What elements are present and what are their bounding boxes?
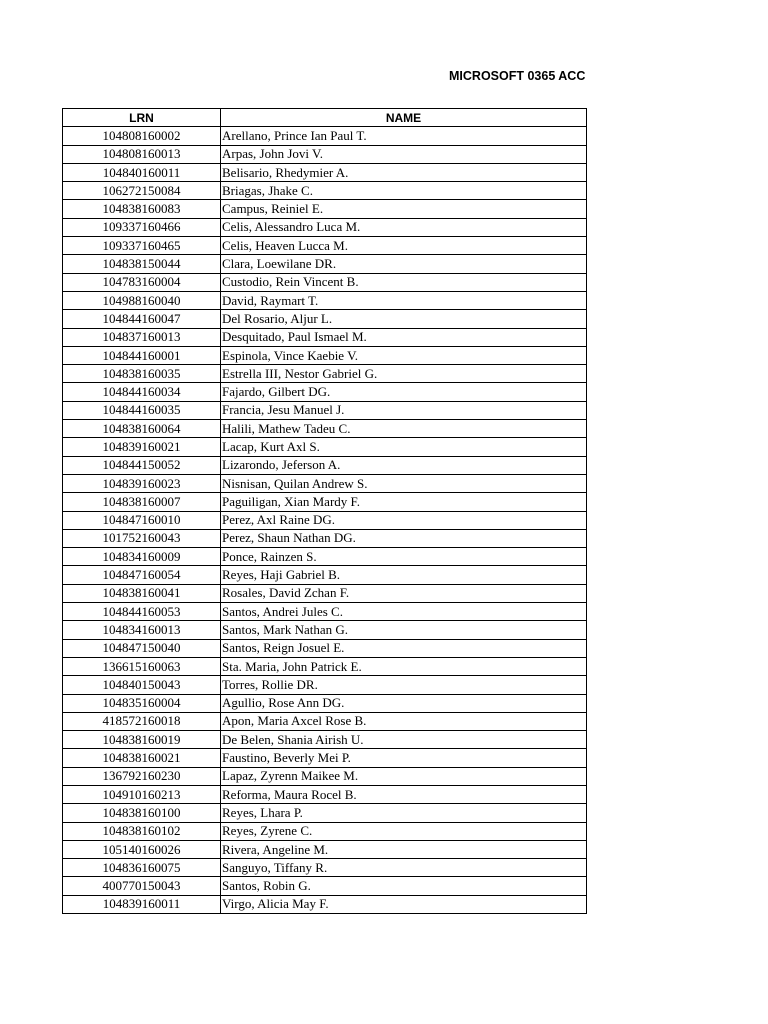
lrn-cell: 104837160013 (63, 328, 221, 346)
name-cell: Celis, Alessandro Luca M. (221, 218, 587, 236)
table-row (63, 182, 587, 200)
table-row (63, 859, 587, 877)
table-row (63, 511, 587, 529)
table-row (63, 676, 587, 694)
lrn-cell: 104838160019 (63, 731, 221, 749)
lrn-cell: 104910160213 (63, 785, 221, 803)
name-cell: Reyes, Lhara P. (221, 804, 587, 822)
name-cell: Virgo, Alicia May F. (221, 895, 587, 913)
lrn-cell: 104988160040 (63, 291, 221, 309)
name-cell: Arellano, Prince Ian Paul T. (221, 127, 587, 145)
name-cell: Santos, Robin G. (221, 877, 587, 895)
table-row (63, 365, 587, 383)
lrn-cell: 104838160083 (63, 200, 221, 218)
lrn-cell: 104838160064 (63, 420, 221, 438)
name-cell: Perez, Shaun Nathan DG. (221, 529, 587, 547)
lrn-cell: 400770150043 (63, 877, 221, 895)
table-row (63, 200, 587, 218)
lrn-cell: 104808160002 (63, 127, 221, 145)
table-row (63, 218, 587, 236)
name-cell: Halili, Mathew Tadeu C. (221, 420, 587, 438)
column-header-lrn: LRN (63, 109, 221, 127)
name-cell: Sta. Maria, John Patrick E. (221, 657, 587, 675)
lrn-cell: 104838160007 (63, 493, 221, 511)
name-cell: Francia, Jesu Manuel J. (221, 401, 587, 419)
document-title: MICROSOFT 0365 ACC (449, 69, 586, 83)
name-cell: Santos, Andrei Jules C. (221, 603, 587, 621)
name-cell: Arpas, John Jovi V. (221, 145, 587, 163)
name-cell: Nisnisan, Quilan Andrew S. (221, 474, 587, 492)
lrn-cell: 109337160466 (63, 218, 221, 236)
table-row (63, 603, 587, 621)
table-row (63, 712, 587, 730)
table-row (63, 420, 587, 438)
lrn-cell: 106272150084 (63, 182, 221, 200)
table-row (63, 456, 587, 474)
lrn-cell: 104834160009 (63, 548, 221, 566)
name-cell: Agullio, Rose Ann DG. (221, 694, 587, 712)
name-cell: Celis, Heaven Lucca M. (221, 237, 587, 255)
name-cell: De Belen, Shania Airish U. (221, 731, 587, 749)
lrn-cell: 104839160021 (63, 438, 221, 456)
name-cell: Belisario, Rhedymier A. (221, 163, 587, 181)
lrn-cell: 104844160035 (63, 401, 221, 419)
table-row (63, 584, 587, 602)
lrn-cell: 104847150040 (63, 639, 221, 657)
lrn-cell: 136792160230 (63, 767, 221, 785)
table-row (63, 328, 587, 346)
table-row (63, 566, 587, 584)
name-cell: Estrella III, Nestor Gabriel G. (221, 365, 587, 383)
name-cell: Apon, Maria Axcel Rose B. (221, 712, 587, 730)
lrn-cell: 104840150043 (63, 676, 221, 694)
lrn-cell: 418572160018 (63, 712, 221, 730)
table-row (63, 548, 587, 566)
table-header-row (63, 109, 587, 127)
lrn-cell: 104835160004 (63, 694, 221, 712)
lrn-cell: 104838160035 (63, 365, 221, 383)
lrn-cell: 104839160011 (63, 895, 221, 913)
name-cell: Rivera, Angeline M. (221, 840, 587, 858)
table-row (63, 346, 587, 364)
name-cell: Torres, Rollie DR. (221, 676, 587, 694)
lrn-cell: 104839160023 (63, 474, 221, 492)
table-row (63, 310, 587, 328)
table-row (63, 840, 587, 858)
table-row (63, 383, 587, 401)
lrn-cell: 104838150044 (63, 255, 221, 273)
table-row (63, 493, 587, 511)
lrn-cell: 104783160004 (63, 273, 221, 291)
name-cell: Reyes, Zyrene C. (221, 822, 587, 840)
name-cell: Lapaz, Zyrenn Maikee M. (221, 767, 587, 785)
table-row (63, 145, 587, 163)
table-row (63, 767, 587, 785)
name-cell: Espinola, Vince Kaebie V. (221, 346, 587, 364)
name-cell: Rosales, David Zchan F. (221, 584, 587, 602)
table-row (63, 401, 587, 419)
table-row (63, 438, 587, 456)
table-row (63, 639, 587, 657)
name-cell: Custodio, Rein Vincent B. (221, 273, 587, 291)
lrn-cell: 104844160001 (63, 346, 221, 364)
table-row (63, 694, 587, 712)
lrn-cell: 105140160026 (63, 840, 221, 858)
name-cell: Fajardo, Gilbert DG. (221, 383, 587, 401)
lrn-cell: 104844160047 (63, 310, 221, 328)
name-cell: Santos, Mark Nathan G. (221, 621, 587, 639)
table-row (63, 255, 587, 273)
lrn-cell: 104836160075 (63, 859, 221, 877)
name-cell: David, Raymart T. (221, 291, 587, 309)
lrn-cell: 104844160053 (63, 603, 221, 621)
lrn-cell: 104838160102 (63, 822, 221, 840)
table-row (63, 474, 587, 492)
lrn-cell: 109337160465 (63, 237, 221, 255)
table-row (63, 877, 587, 895)
column-header-name: NAME (221, 109, 587, 127)
table-row (63, 529, 587, 547)
name-cell: Ponce, Rainzen S. (221, 548, 587, 566)
lrn-cell: 136615160063 (63, 657, 221, 675)
lrn-cell: 104834160013 (63, 621, 221, 639)
lrn-cell: 104847160010 (63, 511, 221, 529)
table-row (63, 895, 587, 913)
lrn-cell: 104838160100 (63, 804, 221, 822)
lrn-cell: 104844150052 (63, 456, 221, 474)
name-cell: Del Rosario, Aljur L. (221, 310, 587, 328)
name-cell: Campus, Reiniel E. (221, 200, 587, 218)
name-cell: Faustino, Beverly Mei P. (221, 749, 587, 767)
lrn-cell: 104844160034 (63, 383, 221, 401)
name-cell: Lizarondo, Jeferson A. (221, 456, 587, 474)
name-cell: Santos, Reign Josuel E. (221, 639, 587, 657)
student-roster-table (62, 108, 587, 914)
lrn-cell: 104838160021 (63, 749, 221, 767)
table-row (63, 291, 587, 309)
table-row (63, 822, 587, 840)
name-cell: Lacap, Kurt Axl S. (221, 438, 587, 456)
table-row (63, 785, 587, 803)
table-row (63, 127, 587, 145)
name-cell: Reyes, Haji Gabriel B. (221, 566, 587, 584)
table-row (63, 731, 587, 749)
name-cell: Perez, Axl Raine DG. (221, 511, 587, 529)
name-cell: Desquitado, Paul Ismael M. (221, 328, 587, 346)
name-cell: Sanguyo, Tiffany R. (221, 859, 587, 877)
name-cell: Clara, Loewilane DR. (221, 255, 587, 273)
table-row (63, 163, 587, 181)
name-cell: Paguiligan, Xian Mardy F. (221, 493, 587, 511)
table-row (63, 621, 587, 639)
table-row (63, 237, 587, 255)
lrn-cell: 101752160043 (63, 529, 221, 547)
lrn-cell: 104847160054 (63, 566, 221, 584)
name-cell: Briagas, Jhake C. (221, 182, 587, 200)
lrn-cell: 104840160011 (63, 163, 221, 181)
table-body (63, 127, 587, 914)
lrn-cell: 104808160013 (63, 145, 221, 163)
name-cell: Reforma, Maura Rocel B. (221, 785, 587, 803)
table-row (63, 749, 587, 767)
table-row (63, 804, 587, 822)
table-row (63, 657, 587, 675)
table-row (63, 273, 587, 291)
lrn-cell: 104838160041 (63, 584, 221, 602)
